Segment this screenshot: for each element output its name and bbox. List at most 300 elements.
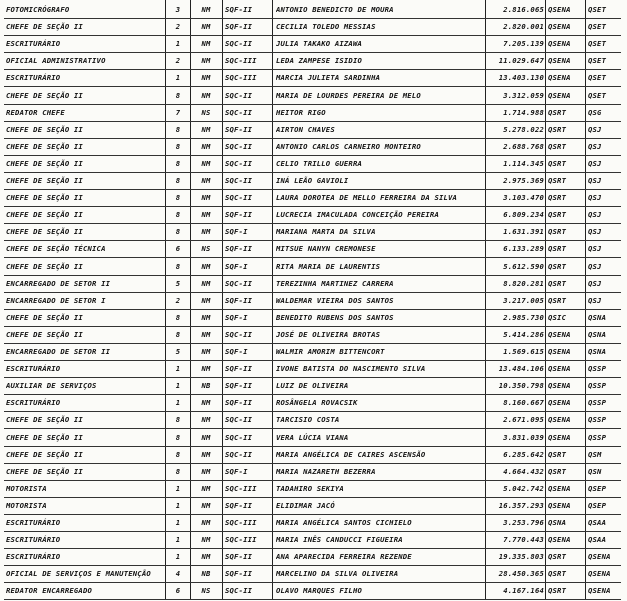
row-underline: [4, 394, 621, 395]
job-title-cell: CHEFE DE SEÇÃO II: [6, 466, 83, 476]
origin-code-cell: QSENA: [548, 347, 571, 356]
amount-cell: 1.714.988: [503, 107, 544, 117]
reference-cell: SQF-II: [225, 398, 253, 408]
quantity-cell: 2: [175, 56, 181, 66]
job-title-cell: CHEFE DE SEÇÃO II: [6, 329, 83, 339]
job-title-cell: ESCRITURÁRIO: [6, 552, 61, 562]
allocation-code-cell: QSSP: [588, 364, 607, 374]
allocation-code-cell: QSJ: [588, 227, 602, 237]
row-underline: [4, 463, 621, 464]
level-cell: NS: [201, 244, 211, 254]
employee-name-cell: IVONE BATISTA DO NASCIMENTO SILVA: [276, 364, 426, 374]
level-cell: NM: [201, 500, 211, 510]
reference-cell: SQF-I: [225, 312, 248, 322]
row-underline: [4, 497, 621, 498]
allocation-code-cell: QSM: [588, 449, 602, 459]
job-title-cell: CHEFE DE SEÇÃO II: [6, 312, 83, 322]
table-row: [0, 20, 627, 37]
table-row: [0, 431, 627, 448]
allocation-code-cell: QSJ: [588, 278, 602, 288]
level-cell: NM: [201, 312, 211, 322]
row-underline: [4, 104, 621, 105]
employee-name-cell: TADAHIRO SEKIYA: [276, 483, 344, 493]
origin-code-cell: QSENA: [548, 398, 571, 408]
amount-cell: 3.217.005: [503, 295, 544, 305]
row-underline: [4, 343, 621, 344]
origin-code-cell: QSENA: [548, 73, 571, 83]
reference-cell: SQF-II: [225, 210, 253, 220]
row-underline: [4, 565, 621, 566]
row-underline: [4, 18, 621, 19]
amount-cell: 4.167.164: [503, 586, 544, 596]
allocation-code-cell: QSET: [588, 90, 607, 100]
quantity-cell: 8: [175, 141, 181, 151]
origin-code-cell: QSRT: [548, 278, 567, 288]
quantity-cell: 1: [175, 500, 181, 510]
employee-name-cell: MARCIA JULIETA SARDINHA: [276, 73, 381, 83]
reference-cell: SQF-II: [225, 500, 253, 510]
allocation-code-cell: QSET: [588, 56, 607, 66]
allocation-code-cell: QSJ: [588, 193, 602, 203]
table-row: [0, 3, 627, 20]
job-title-cell: CHEFE DE SEÇÃO II: [6, 227, 83, 237]
reference-cell: SQF-II: [225, 364, 253, 374]
level-cell: NS: [201, 107, 211, 117]
amount-cell: 19.335.803: [498, 552, 544, 562]
quantity-cell: 8: [175, 432, 181, 442]
row-underline: [4, 514, 621, 515]
employee-name-cell: MARIA ANGÉLICA SANTOS CICHIELO: [276, 518, 412, 527]
quantity-cell: 1: [175, 535, 181, 545]
row-underline: [4, 582, 621, 583]
table-row: [0, 294, 627, 311]
allocation-code-cell: QSNA: [588, 347, 607, 356]
employee-name-cell: JULIA TAKAKO AIZAWA: [276, 39, 363, 49]
employee-name-cell: ANTONIO BENEDICTO DE MOURA: [276, 5, 394, 14]
row-underline: [4, 531, 621, 532]
row-underline: [4, 428, 621, 429]
table-row: [0, 567, 627, 584]
origin-code-cell: QSENA: [548, 483, 571, 493]
allocation-code-cell: QSJ: [588, 295, 602, 305]
level-cell: NM: [201, 398, 211, 408]
origin-code-cell: QSRT: [548, 158, 567, 168]
row-underline: [4, 69, 621, 70]
reference-cell: SQC-III: [225, 483, 257, 493]
amount-cell: 28.450.365: [498, 569, 544, 579]
table-row: [0, 311, 627, 328]
row-underline: [4, 480, 621, 481]
level-cell: NM: [201, 432, 211, 442]
amount-cell: 7.770.443: [503, 535, 544, 545]
job-title-cell: CHEFE DE SEÇÃO II: [6, 158, 83, 168]
origin-code-cell: QSRT: [548, 210, 567, 220]
quantity-cell: 8: [175, 466, 181, 476]
job-title-cell: CHEFE DE SEÇÃO II: [6, 210, 83, 220]
quantity-cell: 8: [175, 312, 181, 322]
row-underline: [4, 411, 621, 412]
allocation-code-cell: QSJ: [588, 261, 602, 271]
job-title-cell: ESCRITURÁRIO: [6, 518, 61, 527]
quantity-cell: 8: [175, 329, 181, 339]
amount-cell: 1.569.615: [503, 347, 544, 356]
quantity-cell: 8: [175, 227, 181, 237]
quantity-cell: 2: [175, 22, 181, 32]
job-title-cell: ENCARREGADO DE SETOR II: [6, 278, 111, 288]
table-row: [0, 191, 627, 208]
reference-cell: SQC-II: [225, 176, 253, 185]
employee-name-cell: MARIANA MARTA DA SILVA: [276, 227, 376, 237]
quantity-cell: 7: [175, 107, 181, 117]
reference-cell: SQC-II: [225, 586, 253, 596]
quantity-cell: 5: [175, 347, 181, 356]
allocation-code-cell: QSJ: [588, 176, 602, 185]
job-title-cell: CHEFE DE SEÇÃO II: [6, 90, 83, 100]
amount-cell: 5.414.286: [503, 329, 544, 339]
table-row: [0, 396, 627, 413]
allocation-code-cell: QSSP: [588, 415, 607, 425]
table-row: [0, 550, 627, 567]
origin-code-cell: QSENA: [548, 535, 571, 545]
employee-name-cell: ANA APARECIDA FERREIRA REZENDE: [276, 552, 412, 562]
employee-name-cell: ANTONIO CARLOS CARNEIRO MONTEIRO: [276, 141, 421, 151]
origin-code-cell: QSENA: [548, 5, 571, 14]
origin-code-cell: QSRT: [548, 227, 567, 237]
amount-cell: 11.029.647: [498, 56, 544, 66]
allocation-code-cell: QSNA: [588, 329, 607, 339]
reference-cell: SQC-II: [225, 107, 253, 117]
quantity-cell: 8: [175, 158, 181, 168]
level-cell: NM: [201, 415, 211, 425]
allocation-code-cell: QSEP: [588, 500, 607, 510]
allocation-code-cell: QSJ: [588, 158, 602, 168]
amount-cell: 3.312.059: [503, 90, 544, 100]
amount-cell: 2.820.001: [503, 22, 544, 32]
employee-name-cell: JOSÉ DE OLIVEIRA BROTAS: [276, 329, 381, 339]
quantity-cell: 1: [175, 518, 181, 527]
quantity-cell: 1: [175, 364, 181, 374]
amount-cell: 10.350.798: [498, 381, 544, 391]
allocation-code-cell: QSENA: [588, 569, 611, 579]
employee-name-cell: LAURA DOROTEA DE MELLO FERREIRA DA SILVA: [276, 193, 458, 203]
quantity-cell: 4: [175, 569, 181, 579]
quantity-cell: 8: [175, 210, 181, 220]
amount-cell: 2.985.730: [503, 312, 544, 322]
job-title-cell: CHEFE DE SEÇÃO II: [6, 415, 83, 425]
reference-cell: SQC-II: [225, 141, 253, 151]
reference-cell: SQF-II: [225, 381, 253, 391]
level-cell: NM: [201, 347, 211, 356]
allocation-code-cell: QSJ: [588, 141, 602, 151]
level-cell: NM: [201, 466, 211, 476]
reference-cell: SQF-I: [225, 347, 248, 356]
row-underline: [4, 548, 621, 549]
table-row: [0, 379, 627, 396]
employee-name-cell: INÁ LEÃO GAVIOLI: [276, 176, 349, 185]
table-row: [0, 174, 627, 191]
row-underline: [4, 292, 621, 293]
origin-code-cell: QSRT: [548, 124, 567, 134]
row-underline: [4, 155, 621, 156]
quantity-cell: 8: [175, 261, 181, 271]
employee-name-cell: LEDA ZAMPESE ISIDIO: [276, 56, 363, 66]
origin-code-cell: QSENA: [548, 329, 571, 339]
employee-name-cell: TEREZINHA MARTINEZ CARRERA: [276, 278, 394, 288]
allocation-code-cell: QSEP: [588, 483, 607, 493]
level-cell: NM: [201, 449, 211, 459]
row-underline: [4, 275, 621, 276]
quantity-cell: 8: [175, 193, 181, 203]
employee-name-cell: ELIDIMAR JACÓ: [276, 500, 335, 510]
row-underline: [4, 223, 621, 224]
reference-cell: SQC-II: [225, 158, 253, 168]
level-cell: NM: [201, 141, 211, 151]
row-underline: [4, 446, 621, 447]
job-title-cell: OFICIAL DE SERVIÇOS E MANUTENÇÃO: [6, 569, 151, 579]
table-row: [0, 71, 627, 88]
quantity-cell: 1: [175, 381, 181, 391]
reference-cell: SQC-II: [225, 90, 253, 100]
reference-cell: SQC-II: [225, 449, 253, 459]
job-title-cell: MOTORISTA: [6, 500, 47, 510]
quantity-cell: 1: [175, 39, 181, 49]
table-row: [0, 277, 627, 294]
level-cell: NM: [201, 193, 211, 203]
level-cell: NM: [201, 483, 211, 493]
level-cell: NM: [201, 295, 211, 305]
allocation-code-cell: QSSP: [588, 432, 607, 442]
level-cell: NM: [201, 22, 211, 32]
allocation-code-cell: QSET: [588, 5, 607, 14]
job-title-cell: CHEFE DE SEÇÃO II: [6, 432, 83, 442]
origin-code-cell: QSRT: [548, 244, 567, 254]
amount-cell: 8.160.667: [503, 398, 544, 408]
allocation-code-cell: QSNA: [588, 312, 607, 322]
level-cell: NM: [201, 329, 211, 339]
reference-cell: SQC-III: [225, 518, 257, 527]
amount-cell: 1.631.391: [503, 227, 544, 237]
amount-cell: 8.820.281: [503, 278, 544, 288]
job-title-cell: ESCRITURÁRIO: [6, 398, 61, 408]
allocation-code-cell: QSENA: [588, 586, 611, 596]
table-row: [0, 499, 627, 516]
table-row: [0, 328, 627, 345]
reference-cell: SQF-I: [225, 227, 248, 237]
origin-code-cell: QSENA: [548, 56, 571, 66]
allocation-code-cell: QSET: [588, 73, 607, 83]
level-cell: NM: [201, 5, 211, 14]
job-title-cell: CHEFE DE SEÇÃO II: [6, 22, 83, 32]
reference-cell: SQC-II: [225, 39, 253, 49]
employee-name-cell: WALMIR AMORIM BITTENCORT: [276, 347, 385, 356]
origin-code-cell: QSRT: [548, 569, 567, 579]
job-title-cell: CHEFE DE SEÇÃO II: [6, 261, 83, 271]
amount-cell: 2.671.095: [503, 415, 544, 425]
reference-cell: SQF-II: [225, 552, 253, 562]
amount-cell: 13.484.106: [498, 364, 544, 374]
origin-code-cell: QSRT: [548, 141, 567, 151]
quantity-cell: 5: [175, 278, 181, 288]
employee-name-cell: ROSÂNGELA ROVACSIK: [276, 398, 358, 408]
amount-cell: 6.809.234: [503, 210, 544, 220]
employee-name-cell: HEITOR RIGO: [276, 107, 326, 117]
reference-cell: SQC-II: [225, 415, 253, 425]
reference-cell: SQC-II: [225, 278, 253, 288]
job-title-cell: ESCRITURÁRIO: [6, 39, 61, 49]
employee-name-cell: OLAVO MARQUES FILHO: [276, 586, 363, 596]
row-underline: [4, 377, 621, 378]
table-row: [0, 260, 627, 277]
level-cell: NM: [201, 90, 211, 100]
employee-name-cell: MARIA NAZARETH BEZERRA: [276, 466, 376, 476]
level-cell: NM: [201, 73, 211, 83]
table-row: [0, 448, 627, 465]
allocation-code-cell: QSAA: [588, 518, 607, 527]
origin-code-cell: QSNA: [548, 518, 567, 527]
table-row: [0, 533, 627, 550]
table-row: [0, 465, 627, 482]
employee-name-cell: LUIZ DE OLIVEIRA: [276, 381, 349, 391]
table-row: [0, 345, 627, 362]
row-underline: [4, 172, 621, 173]
reference-cell: SQC-II: [225, 329, 253, 339]
table-row: [0, 37, 627, 54]
reference-cell: SQC-II: [225, 193, 253, 203]
quantity-cell: 6: [175, 586, 181, 596]
employee-name-cell: MARCELINO DA SILVA OLIVEIRA: [276, 569, 399, 579]
job-title-cell: CHEFE DE SEÇÃO II: [6, 193, 83, 203]
job-title-cell: ENCARREGADO DE SETOR II: [6, 347, 111, 356]
allocation-code-cell: QSENA: [588, 552, 611, 562]
allocation-code-cell: QSET: [588, 39, 607, 49]
amount-cell: 2.816.065: [503, 5, 544, 14]
amount-cell: 2.975.369: [503, 176, 544, 185]
employee-name-cell: VERA LÚCIA VIANA: [276, 432, 349, 442]
quantity-cell: 8: [175, 90, 181, 100]
row-underline: [4, 86, 621, 87]
table-row: [0, 482, 627, 499]
level-cell: NM: [201, 535, 211, 545]
reference-cell: SQF-II: [225, 124, 253, 134]
reference-cell: SQC-II: [225, 432, 253, 442]
level-cell: NM: [201, 552, 211, 562]
origin-code-cell: QSENA: [548, 364, 571, 374]
origin-code-cell: QSENA: [548, 39, 571, 49]
job-title-cell: CHEFE DE SEÇÃO II: [6, 124, 83, 134]
amount-cell: 3.253.796: [503, 518, 544, 527]
job-title-cell: CHEFE DE SEÇÃO II: [6, 176, 83, 185]
job-title-cell: CHEFE DE SEÇÃO TÉCNICA: [6, 244, 106, 254]
reference-cell: SQF-I: [225, 466, 248, 476]
table-row: [0, 54, 627, 71]
reference-cell: SQF-II: [225, 5, 253, 14]
table-row: [0, 584, 627, 601]
level-cell: NB: [201, 569, 211, 579]
reference-cell: SQF-I: [225, 261, 248, 271]
table-row: [0, 123, 627, 140]
reference-cell: SQF-II: [225, 569, 253, 579]
origin-code-cell: QSENA: [548, 22, 571, 32]
row-underline: [4, 138, 621, 139]
allocation-code-cell: QSSP: [588, 381, 607, 391]
level-cell: NM: [201, 261, 211, 271]
employee-name-cell: WALDEMAR VIEIRA DOS SANTOS: [276, 295, 394, 305]
allocation-code-cell: QSG: [588, 107, 602, 117]
level-cell: NM: [201, 56, 211, 66]
level-cell: NM: [201, 158, 211, 168]
quantity-cell: 1: [175, 552, 181, 562]
level-cell: NM: [201, 176, 211, 185]
employee-name-cell: BENEDITO RUBENS DOS SANTOS: [276, 312, 394, 322]
quantity-cell: 3: [175, 5, 181, 14]
job-title-cell: REDATOR CHEFE: [6, 107, 65, 117]
origin-code-cell: QSENA: [548, 415, 571, 425]
job-title-cell: CHEFE DE SEÇÃO II: [6, 449, 83, 459]
job-title-cell: OFICIAL ADMINISTRATIVO: [6, 56, 106, 66]
origin-code-cell: QSENA: [548, 500, 571, 510]
origin-code-cell: QSRT: [548, 295, 567, 305]
level-cell: NM: [201, 278, 211, 288]
allocation-code-cell: QSSP: [588, 398, 607, 408]
job-title-cell: ESCRITURÁRIO: [6, 364, 61, 374]
quantity-cell: 8: [175, 124, 181, 134]
row-underline: [4, 257, 621, 258]
table-row: [0, 516, 627, 533]
row-underline: [4, 326, 621, 327]
level-cell: NM: [201, 210, 211, 220]
row-underline: [4, 360, 621, 361]
table-row: [0, 106, 627, 123]
employee-name-cell: CECILIA TOLEDO MESSIAS: [276, 22, 376, 32]
level-cell: NS: [201, 586, 211, 596]
amount-cell: 5.042.742: [503, 483, 544, 493]
amount-cell: 5.612.590: [503, 261, 544, 271]
table-row: [0, 89, 627, 106]
row-underline: [4, 121, 621, 122]
employee-name-cell: MARIA ANGÉLICA DE CAIRES ASCENSÃO: [276, 449, 426, 459]
quantity-cell: 8: [175, 176, 181, 185]
reference-cell: SQF-II: [225, 22, 253, 32]
employee-name-cell: AIRTON CHAVES: [276, 124, 335, 134]
allocation-code-cell: QSAA: [588, 535, 607, 545]
origin-code-cell: QSRT: [548, 176, 567, 185]
row-underline: [4, 240, 621, 241]
employee-name-cell: MARIA INÊS CANDUCCI FIGUEIRA: [276, 535, 403, 545]
employee-name-cell: TARCISIO COSTA: [276, 415, 340, 425]
level-cell: NM: [201, 39, 211, 49]
job-title-cell: ESCRITURÁRIO: [6, 73, 61, 83]
job-title-cell: REDATOR ENCARREGADO: [6, 586, 93, 596]
origin-code-cell: QSRT: [548, 107, 567, 117]
employee-name-cell: CELIO TRILLO GUERRA: [276, 158, 363, 168]
level-cell: NB: [201, 381, 211, 391]
origin-code-cell: QSENA: [548, 90, 571, 100]
quantity-cell: 1: [175, 483, 181, 493]
quantity-cell: 8: [175, 415, 181, 425]
amount-cell: 6.285.642: [503, 449, 544, 459]
amount-cell: 3.831.039: [503, 432, 544, 442]
reference-cell: SQC-III: [225, 73, 257, 83]
origin-code-cell: QSRT: [548, 193, 567, 203]
amount-cell: 4.664.432: [503, 466, 544, 476]
level-cell: NM: [201, 364, 211, 374]
level-cell: NM: [201, 124, 211, 134]
employee-name-cell: MITSUE NANYN CREMONESE: [276, 244, 376, 254]
table-row: [0, 362, 627, 379]
allocation-code-cell: QSJ: [588, 210, 602, 220]
job-title-cell: AUXILIAR DE SERVIÇOS: [6, 381, 97, 391]
reference-cell: SQF-II: [225, 244, 253, 254]
